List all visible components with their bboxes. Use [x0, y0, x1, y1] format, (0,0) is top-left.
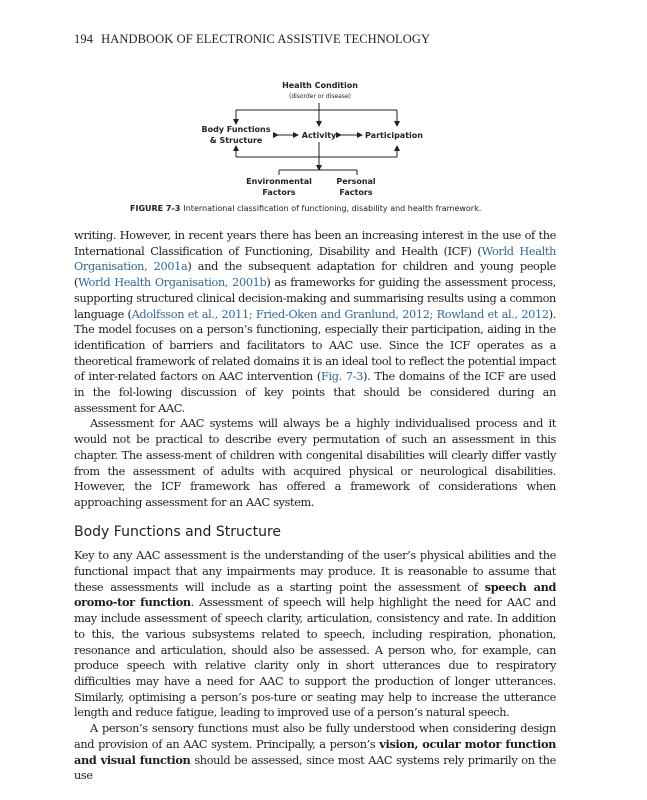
node-participation: Participation	[365, 131, 423, 140]
bold-term: speech and oromo-tor function	[74, 579, 557, 610]
caption-label: FIGURE 7-3	[130, 204, 181, 213]
figure-caption	[130, 204, 570, 213]
text-run: ) as frameworks for guiding the assessment process, supporting structured clinical decision-making and summarising results using a common language (	[74, 276, 556, 321]
node-environmental-factors: Environmental Factors	[246, 177, 312, 197]
icf-figure	[0, 0, 647, 222]
paragraph-3	[74, 548, 556, 721]
citation-link[interactable]: Adolfsson et al., 2011; Fried-Oken and Granlund, 2012; Rowland et al., 2012	[131, 307, 549, 321]
figure-reference-link[interactable]: Fig. 7-3	[320, 370, 364, 384]
body-text	[74, 228, 556, 784]
text-run: ). The domains of the ICF are used in the fol-lowing discussion of key points that should be considered during an assessment for AAC.	[74, 370, 556, 415]
page-number: 194	[74, 32, 94, 46]
section-heading: Body Functions and Structure	[74, 523, 281, 540]
paragraph-2: Assessment for AAC systems will always be a highly individualised process and it would not be practical to describe every permutation of such an assessment in this chapter. The assess-ment of children with congenital disabilities will clearly differ vastly from the assessment of adults with acquired physical or neurological disabilities. However, the ICF framework has offered a framework of considerations when approaching assessment for an AAC system.	[74, 417, 556, 509]
node-personal-factors: Personal Factors	[336, 177, 376, 197]
text-run: A person’s sensory functions must also be fully understood when considering design and provision of an AAC system. Principally, a person’s	[74, 722, 556, 751]
caption-text: International classification of functioning, disability and health framework.	[183, 204, 482, 213]
node-health-subtitle: (disorder or disease)	[288, 93, 352, 100]
running-title: HANDBOOK OF ELECTRONIC ASSISTIVE TECHNOLOGY	[101, 32, 431, 46]
node-activity: Activity	[301, 131, 337, 140]
citation-link[interactable]: World Health Organisation, 2001b	[78, 276, 267, 290]
text-run: . Assessment of speech will help highlight the need for AAC and may include assessment of speech clarity, articulation, consistency and rate. In addition to this, the various subsystems related to speech, including respiration, phonation, resonance and articulation, should also be assessed. A person who, for example, can produce speech with relative clarity only in short utterances due to respiratory difficulties may have a need for AAC to support the production of longer utterances. Similarly, optimising a person’s pos-ture or seating may help to increase the utterance length and reduce fatigue, leading to improved use of a person’s natural speech.	[74, 596, 556, 720]
text-run: Key to any AAC assessment is the understanding of the user’s physical abilities and the functional impact that any impairments may produce. It is reasonable to assume that these assessments will include as a starting point the assessment of	[74, 549, 556, 594]
text-run: writing. However, in recent years there has been an increasing interest in the use of the International Classification of Functioning, Disability and Health (ICF) (	[74, 229, 556, 258]
node-body-functions: Body Functions & Structure	[201, 125, 271, 145]
text-run: ) and the subsequent adaptation for children and young people (	[74, 260, 556, 290]
node-health-condition	[270, 80, 370, 102]
text-run: ). The model focuses on a person’s functioning, especially their participation, aiding in the identification of barriers and facilitators to AAC use. Since the ICF operates as a theoretical framework of related domains it is an ideal tool to reflect the potential impact of inter-related factors on AAC intervention (	[74, 307, 556, 384]
bold-term: vision, ocular motor function and visual function	[74, 736, 556, 767]
paragraph-1	[74, 228, 556, 416]
node-health-title: Health Condition	[282, 81, 358, 90]
citation-link[interactable]: World Health Organisation, 2001a	[74, 244, 557, 274]
paragraph-4	[74, 721, 556, 784]
text-run: should be assessed, since most AAC systems rely primarily on the use	[74, 753, 556, 783]
